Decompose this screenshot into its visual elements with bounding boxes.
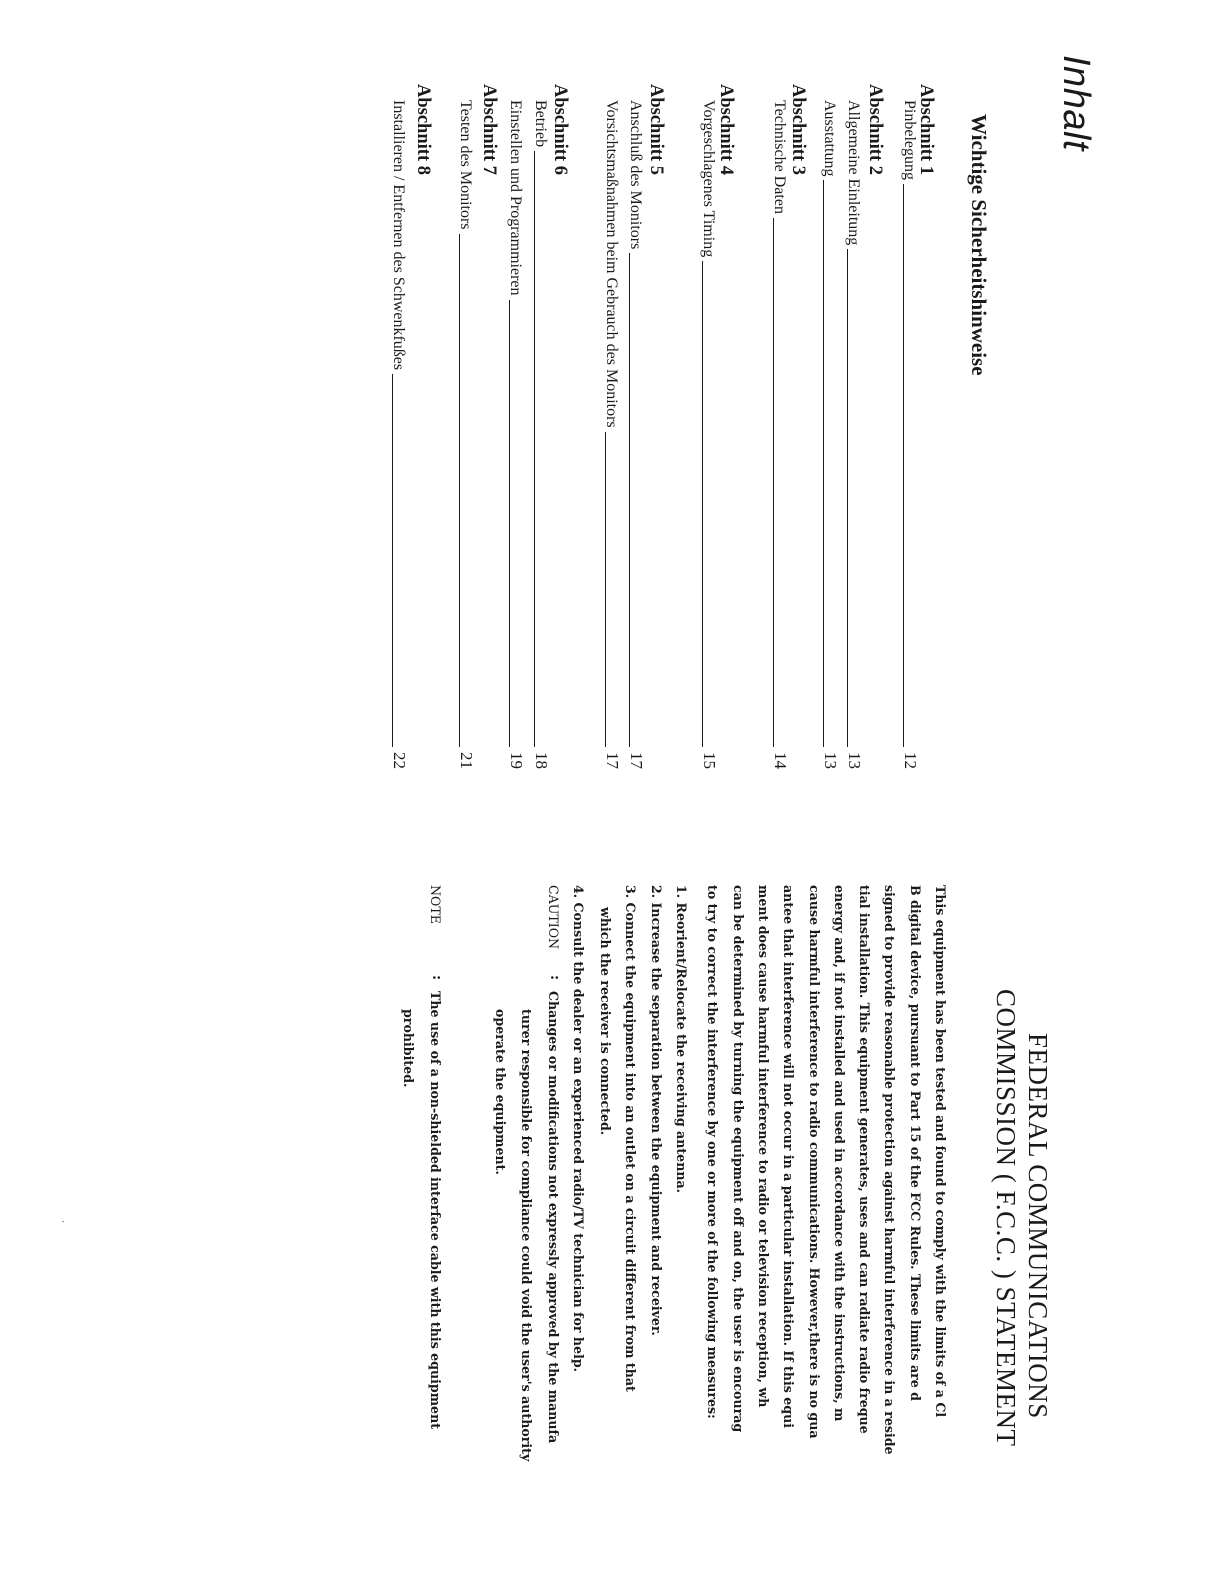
caution-text: Changes or modifications not expressly approved by the manufa [546,991,561,1444]
toc-entry: Allgemeine Einleitung 13 [844,100,864,780]
toc-section-heading: Abschnitt 7 [479,84,499,175]
toc-leader-line [459,234,460,747]
toc-leader-line [903,184,904,747]
toc-page-number: 22 [390,752,409,769]
caution-text: turer responsible for compliance could void the user's authority [519,1009,534,1462]
measure-item: 2. Increase the separation between the equipment and receiver. [649,885,664,1336]
toc-page-number: 12 [901,752,920,769]
toc-entry: Testen des Monitors 21 [456,100,476,780]
toc-page-number: 13 [845,752,864,769]
toc-page-number: 13 [821,752,840,769]
measure-item-continuation: which the receiver is connected. [598,907,613,1136]
toc-leader-line [605,432,606,747]
toc-page-number: 14 [771,752,790,769]
measure-item: 4. Consult the dealer or an experienced radio/TV technician for help. [571,885,586,1373]
toc-title: Inhalt [1055,55,1097,151]
toc-entry: Installieren / Entfernen des Schwenkfußes 22 [389,100,409,780]
toc-page-number: 18 [532,752,551,769]
measure-item: 1. Reorient/Relocate the receiving antenna. [674,885,689,1194]
toc-leader-line [392,374,393,747]
measure-item: 3. Connect the equipment into an outlet on a circuit different from that [623,885,638,1392]
toc-entry: Anschluß des Monitors 17 [626,100,646,780]
safety-heading: Wichtige Sicherheitshinweise [967,114,991,376]
toc-section-heading: Abschnitt 4 [716,84,736,175]
toc-entry: Pinbelegung 12 [900,100,920,780]
toc-section-heading: Abschnitt 5 [646,84,666,175]
scan-speck [62,1221,64,1222]
toc-leader-line [847,249,848,747]
toc-entry: Vorsichtsmaßnahmen beim Gebrauch des Monitors 17 [602,100,622,780]
toc-entry: Ausstattung 13 [820,100,840,780]
toc-page-number: 17 [627,752,646,769]
toc-entry: Technische Daten 14 [770,100,790,780]
toc-section-heading: Abschnitt 8 [413,84,433,175]
toc-leader-line [534,151,535,747]
toc-section-heading: Abschnitt 3 [788,84,808,175]
toc-section-heading: Abschnitt 2 [865,84,885,175]
toc-page-number: 17 [603,752,622,769]
note-text: The use of a non-shielded interface cable with this equipment [428,991,443,1430]
toc-entry: Betrieb 18 [531,100,551,780]
toc-entry: Einstellen und Programmieren 19 [506,100,526,780]
fcc-statement [401,885,1221,1585]
caution-label: CAUTION [546,885,561,950]
toc-leader-line [509,300,510,747]
toc-section-heading: Abschnitt 1 [916,84,936,175]
caution-colon: : [547,975,563,981]
toc-leader-line [773,218,774,747]
note-label: NOTE [428,885,443,924]
toc-section-heading: Abschnitt 6 [550,84,570,175]
toc-entry: Vorgeschlagenes Timing 15 [699,100,719,780]
fcc-title-line-1: FEDERAL COMMUNICATIONS [1023,1033,1053,1419]
toc-leader-line [702,261,703,747]
fcc-paragraph: This equipment has been tested and found to comply with the limits of a Cl B digital device, pursuant to Part 15 of the FCC Rules. These limits are d signed to provide reasonable protection against harmful interference in a reside tial installation. This equipment generates, uses and can radiate radio freque energy and, if not installed and used in accordance with the instructions, m cause harmful interference to radio communications. However,there is no gua antee that interference will not occur in a particular installation. If this equi ment does cause harmful interference to radio or television reception, wh can be determined by turning the equipment off and on, the user is encourag to try to correct the interference by one or more of the following measures: [705,885,948,1455]
toc-page-number: 21 [457,752,476,769]
note-text: prohibited. [401,1009,416,1088]
toc-leader-line [823,180,824,747]
caution-text: operate the equipment. [493,1009,508,1175]
toc-leader-line [629,253,630,747]
toc-page-number: 19 [507,752,526,769]
toc-page-number: 15 [700,752,719,769]
table-of-contents [390,0,1221,780]
note-colon: : [429,975,445,981]
fcc-title-line-2: COMMISSION ( F.C.C. ) STATEMENT [991,989,1021,1447]
